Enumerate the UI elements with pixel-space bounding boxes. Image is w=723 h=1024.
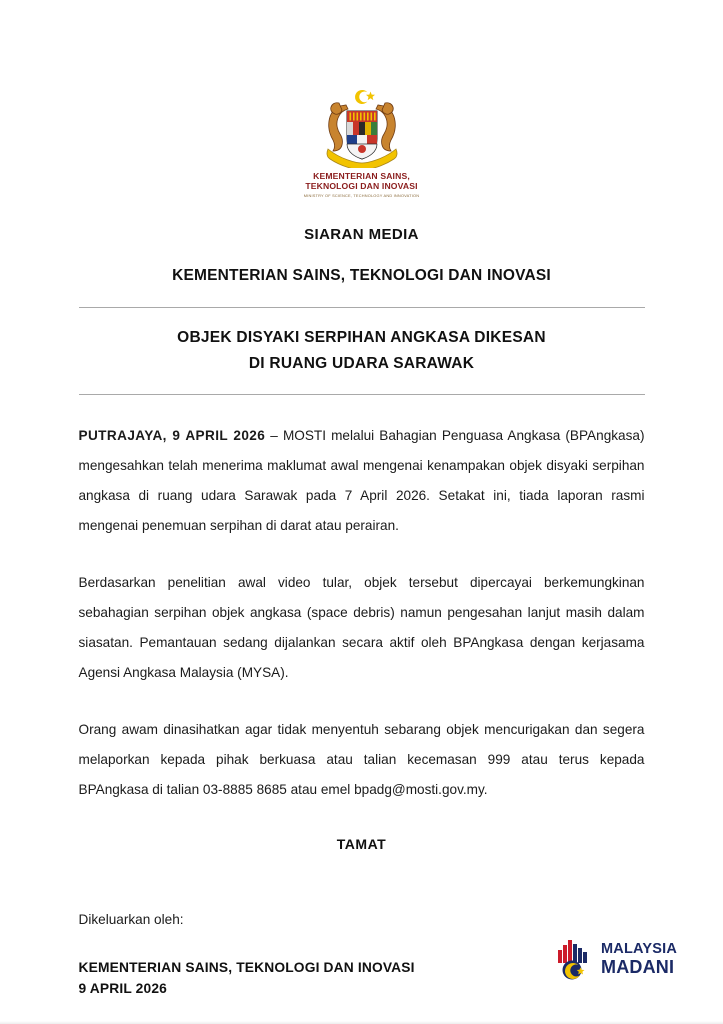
signoff-organisation: KEMENTERIAN SAINS, TEKNOLOGI DAN INOVASI (78, 959, 415, 975)
malaysia-madani-logo (555, 938, 677, 980)
heading-block (0, 226, 723, 285)
paragraph-1-text: – MOSTI melalui Bahagian Penguasa Angkasa (BPAngkasa) mengesahkan telah menerima maklumat awal mengenai kenampakan objek disyaki serpihan angkasa di ruang udara Sarawak pada 7 April 2026. Setakat ini, tiada laporan rasmi mengenai penemuan serpihan di darat atau perairan. (78, 427, 645, 533)
signoff-date: 9 APRIL 2026 (78, 980, 167, 996)
document-title (0, 308, 723, 377)
madani-wordmark-line2: MADANI (601, 956, 675, 977)
malaysia-madani-crescent-star-icon (555, 938, 595, 980)
malaysia-coat-of-arms-icon (306, 86, 418, 168)
madani-wordmark-line1: MALAYSIA (601, 941, 677, 958)
document-title-line1: OBJEK DISYAKI SERPIHAN ANGKASA DIKESAN (177, 328, 546, 346)
ministry-logo-name-english: MINISTRY OF SCIENCE, TECHNOLOGY AND INNOVATION (303, 192, 420, 198)
press-release-label: SIARAN MEDIA (304, 225, 419, 243)
dateline: PUTRAJAYA, 9 APRIL 2026 (78, 427, 266, 443)
ministry-logo-name-line1: KEMENTERIAN SAINS, (313, 171, 410, 181)
letterhead (0, 0, 723, 198)
ministry-logo (302, 86, 422, 198)
malaysia-madani-wordmark (601, 942, 677, 976)
ministry-logo-name (305, 171, 417, 192)
paragraph-3: Orang awam dinasihatkan agar tidak menyentuh sebarang objek mencurigakan dan segera melaporkan kepada pihak berkuasa atau talian kecemasan 999 atau terus kepada BPAngkasa di talian 03-8885 8685 atau emel bpadg@mosti.gov.my. (78, 721, 645, 797)
ministry-logo-name-line2: TEKNOLOGI DAN INOVASI (305, 181, 418, 192)
document-title-line2: DI RUANG UDARA SARAWAK (248, 354, 475, 372)
heading-ministry: KEMENTERIAN SAINS, TEKNOLOGI DAN INOVASI (172, 266, 551, 284)
issued-by-label: Dikeluarkan oleh: (78, 911, 184, 927)
document-body (79, 395, 645, 999)
paragraph-2: Berdasarkan penelitian awal video tular, objek tersebut dipercayai berkemungkinan sebahagian serpihan objek angkasa (space debris) namun pengesahan lanjut masih dalam siasatan. Pemantauan sedang dijalankan secara aktif oleh BPAngkasa dengan kerjasama Agensi Angkasa Malaysia (MYSA). (78, 574, 645, 680)
end-marker: TAMAT (336, 835, 387, 852)
paragraph-1 (79, 421, 645, 541)
